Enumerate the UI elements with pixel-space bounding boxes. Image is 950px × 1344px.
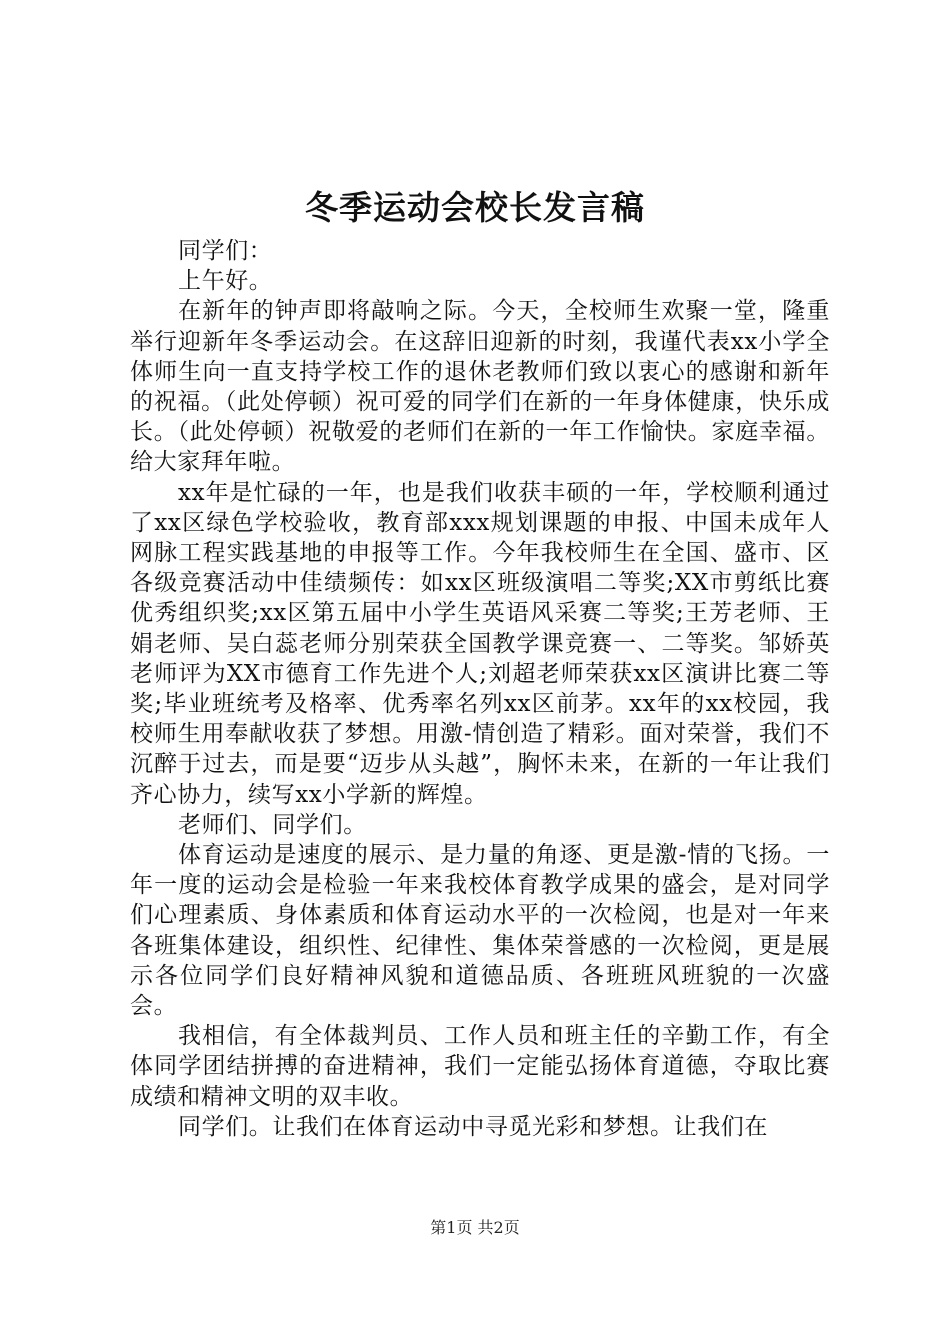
paragraph-good-morning: 上午好。 (178, 268, 273, 295)
page-footer: 第1页 共2页 (430, 1218, 520, 1237)
paragraph-new-year: 在新年的钟声即将敲响之际。今天，全校师生欢聚一堂，隆重举行迎新年冬季运动会。在这辞旧迎新的时刻，我谨代表xx小学全体师生向一直支持学校工作的退休老教师们致以衷心的感谢和新年的祝福。（此处停顿）祝可爱的同学们在新的一年身体健康，快乐成长。（此处停顿）祝敬爱的老师们在新的一年工作愉快。家庭幸福。给大家拜年啦。 (130, 298, 830, 476)
paragraph-closing: 同学们。让我们在体育运动中寻觅光彩和梦想。让我们在 (178, 1113, 768, 1140)
paragraph-achievements: xx年是忙碌的一年，也是我们收获丰硕的一年，学校顺利通过了xx区绿色学校验收，教育部xxx规划课题的申报、中国未成年人网脉工程实践基地的申报等工作。今年我校师生在全国、盛市、区各级竞赛活动中佳绩频传：如xx区班级演唱二等奖;XX市剪纸比赛优秀组织奖;xx区第五届中小学生英语风采赛二等奖;王芳老师、王娟老师、吴白蕊老师分别荣获全国教学课竞赛一、二等奖。邹娇英老师评为XX市德育工作先进个人;刘超老师荣获xx区演讲比赛二等奖;毕业班统考及格率、优秀率名列xx区前茅。xx年的xx校园，我校师生用奉献收获了梦想。用激-情创造了精彩。面对荣誉，我们不沉醉于过去，而是要“迈步从头越”，胸怀未来，在新的一年让我们齐心协力，续写xx小学新的辉煌。 (130, 479, 830, 808)
paragraph-sports-meaning: 体育运动是速度的展示、是力量的角逐、更是激-情的飞扬。一年一度的运动会是检验一年来我校体育教学成果的盛会，是对同学们心理素质、身体素质和体育运动水平的一次检阅，也是对一年来各班集体建设，组织性、纪律性、集体荣誉感的一次检阅，更是展示各位同学们良好精神风貌和道德品质、各班班风班貌的一次盛会。 (130, 842, 830, 1020)
paragraph-address: 老师们、同学们。 (178, 811, 367, 838)
document-body (130, 236, 830, 1142)
paragraph-greeting: 同学们： (178, 238, 273, 264)
document-title: 冬季运动会校长发言稿 (305, 188, 645, 227)
paragraph-belief: 我相信，有全体裁判员、工作人员和班主任的辛勤工作，有全体同学团结拼搏的奋进精神，我们一定能弘扬体育道德，夺取比赛成绩和精神文明的双丰收。 (130, 1023, 830, 1110)
